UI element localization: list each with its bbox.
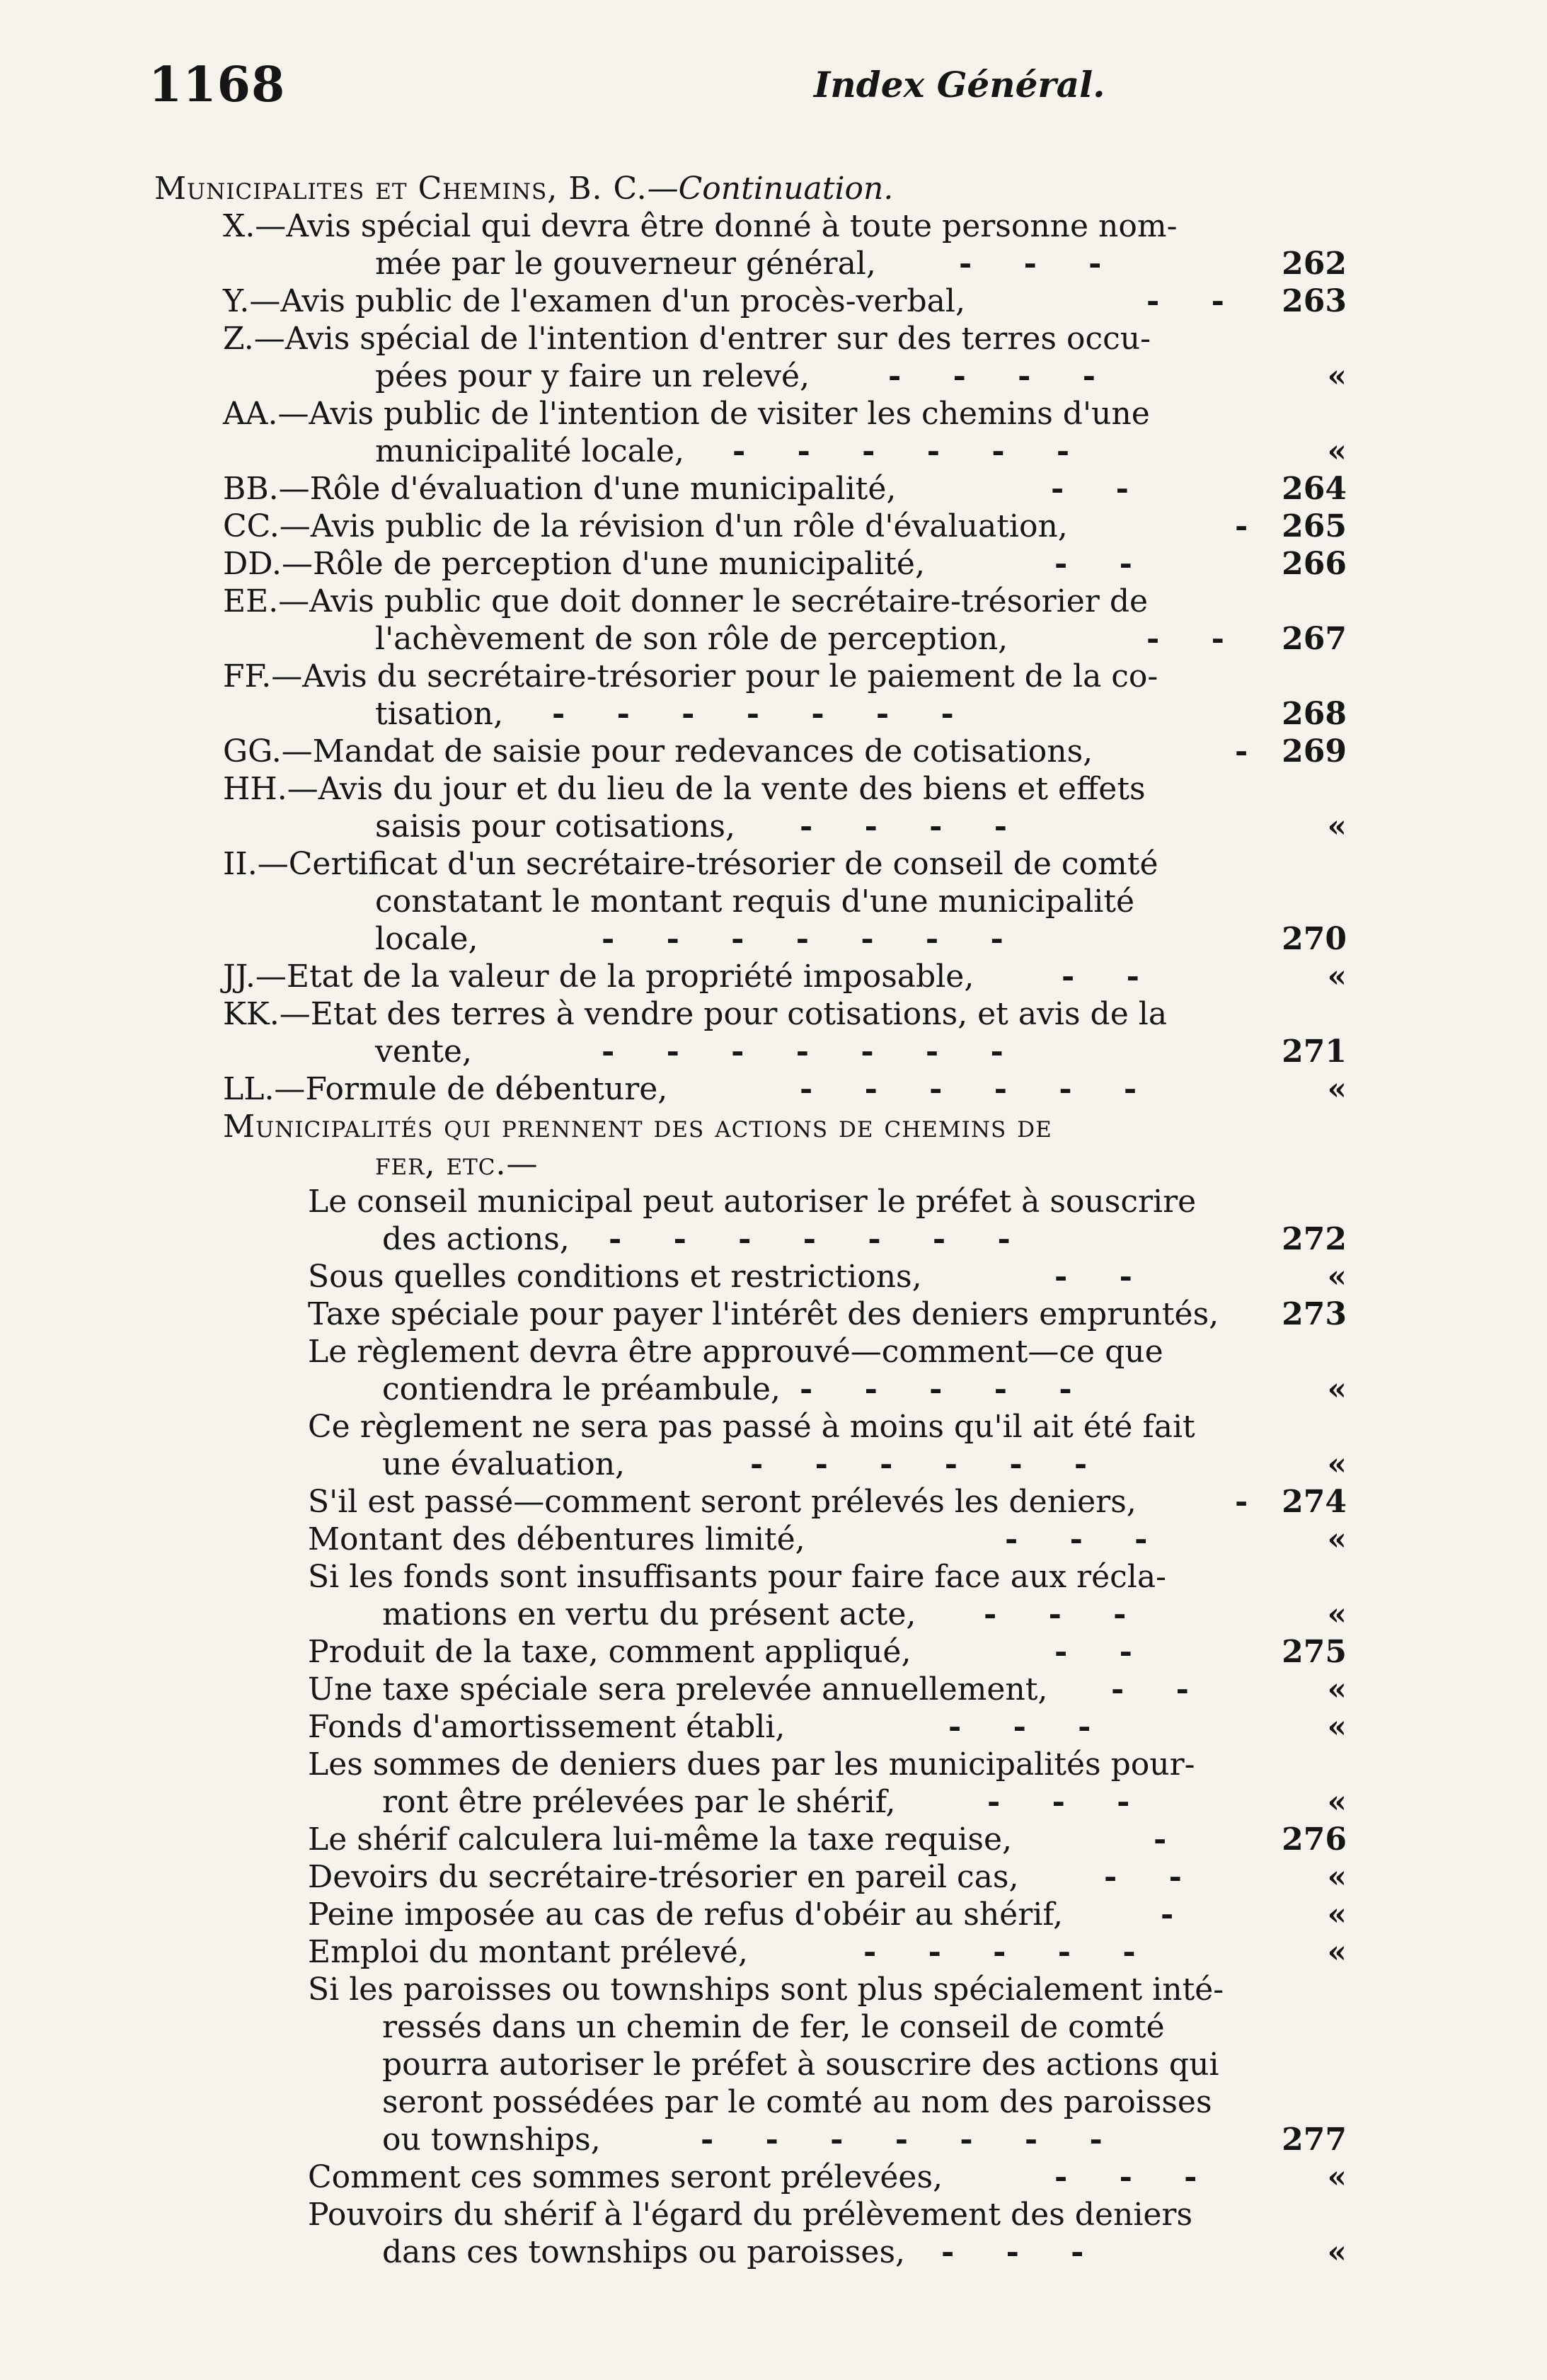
index-line xyxy=(0,1933,1547,1971)
index-line xyxy=(0,1333,1547,1371)
index-line xyxy=(0,1183,1547,1220)
line-text: Le règlement devra être approuvé—comment—ce que xyxy=(308,1334,1163,1370)
line-text: X.—Avis spécial qui devra être donné à toute personne nom- xyxy=(223,208,1178,244)
index-line xyxy=(0,1971,1547,2008)
index-line xyxy=(0,2046,1547,2083)
index-line xyxy=(0,1371,1547,1408)
index-line xyxy=(0,1033,1547,1070)
line-text: municipalité locale, xyxy=(375,433,684,469)
index-line xyxy=(0,920,1547,958)
index-line xyxy=(0,1108,1547,1145)
line-text: constatant le montant requis d'une municipalité xyxy=(375,883,1135,920)
section-title: Municipalites et Chemins, B. C. xyxy=(154,171,648,207)
index-line xyxy=(0,1070,1547,1108)
dot-leaders: - xyxy=(1235,733,1248,770)
page-ref: « xyxy=(1327,1259,1347,1295)
index-line xyxy=(0,320,1547,357)
page-ref: « xyxy=(1327,808,1347,845)
dot-leaders: - - - xyxy=(948,1709,1091,1745)
line-text: Peine imposée au cas de refus d'obéir au shérif, xyxy=(308,1896,1064,1933)
line-text: Emploi du montant prélevé, xyxy=(308,1934,748,1970)
line-text: Le conseil municipal peut autoriser le préfet à souscrire xyxy=(308,1184,1197,1220)
line-text: des actions, xyxy=(382,1221,570,1257)
page-ref: 263 xyxy=(1282,283,1347,319)
index-line xyxy=(0,2083,1547,2121)
dot-leaders: - - xyxy=(1062,959,1139,995)
index-line xyxy=(0,583,1547,620)
page-ref: 262 xyxy=(1282,246,1347,282)
index-line xyxy=(0,808,1547,845)
index-line xyxy=(0,1295,1547,1333)
dot-leaders: - - - - xyxy=(800,808,1008,845)
line-text: LL.—Formule de débenture, xyxy=(223,1071,668,1107)
line-text: Les sommes de deniers dues par les municipalités pour- xyxy=(308,1746,1195,1783)
page-ref: « xyxy=(1327,2234,1347,2270)
page-ref: « xyxy=(1327,1896,1347,1933)
dot-leaders: - - xyxy=(1054,546,1132,582)
line-text: Taxe spéciale pour payer l'intérêt des deniers empruntés, xyxy=(308,1296,1219,1332)
index-line xyxy=(0,2158,1547,2196)
line-text: DD.—Rôle de perception d'une municipalité, xyxy=(223,546,925,582)
index-line xyxy=(0,357,1547,395)
page-ref: « xyxy=(1327,433,1347,469)
index-line xyxy=(0,695,1547,733)
index-line xyxy=(0,245,1547,282)
dot-leaders: - - - - xyxy=(888,358,1096,394)
index-line xyxy=(0,2121,1547,2158)
line-text: ou townships, xyxy=(382,2122,601,2158)
line-text: tisation, xyxy=(375,696,504,732)
index-line xyxy=(0,282,1547,320)
line-text: pourra autoriser le préfet à souscrire des actions qui xyxy=(382,2047,1219,2083)
line-text: Pouvoirs du shérif à l'égard du prélèvement des deniers xyxy=(308,2197,1193,2233)
page-ref: 264 xyxy=(1282,471,1347,507)
page-ref: « xyxy=(1327,1446,1347,1482)
page-ref: 266 xyxy=(1282,546,1347,582)
index-line xyxy=(0,1896,1547,1933)
line-text: Sous quelles conditions et restrictions, xyxy=(308,1259,922,1295)
dot-leaders: - - - - - - - xyxy=(552,696,954,732)
line-text: Y.—Avis public de l'examen d'un procès-verbal, xyxy=(223,283,965,319)
page-ref: « xyxy=(1327,959,1347,995)
running-title: Index Général. xyxy=(814,64,1105,105)
dot-leaders: - - - - - - xyxy=(800,1071,1137,1107)
line-text: dans ces townships ou paroisses, xyxy=(382,2234,906,2270)
line-text: Z.—Avis spécial de l'intention d'entrer sur des terres occu- xyxy=(223,321,1151,357)
line-text: l'achèvement de son rôle de perception, xyxy=(375,621,1008,657)
index-line xyxy=(0,1708,1547,1746)
line-text: ront être prélevées par le shérif, xyxy=(382,1784,896,1820)
line-text: saisis pour cotisations, xyxy=(375,808,735,845)
index-line xyxy=(0,995,1547,1033)
page-ref: 268 xyxy=(1282,696,1347,732)
page-ref: « xyxy=(1327,358,1347,394)
line-text: S'il est passé—comment seront prélevés les deniers, xyxy=(308,1484,1137,1520)
line-text: II.—Certificat d'un secrétaire-trésorier de conseil de comté xyxy=(223,846,1158,882)
line-text: Si les fonds sont insuffisants pour faire face aux récla- xyxy=(308,1559,1166,1595)
index-line xyxy=(0,883,1547,920)
index-line xyxy=(0,1821,1547,1858)
line-text: Devoirs du secrétaire-trésorier en pareil cas, xyxy=(308,1859,1019,1895)
index-line xyxy=(0,1633,1547,1671)
index-line xyxy=(0,770,1547,808)
page-ref: 271 xyxy=(1282,1034,1347,1070)
line-text: mée par le gouverneur général, xyxy=(375,246,876,282)
line-text: CC.—Avis public de la révision d'un rôle d'évaluation, xyxy=(223,508,1068,544)
dot-leaders: - - - - - - - xyxy=(602,921,1003,957)
index-line xyxy=(0,2196,1547,2233)
dot-leaders: - - - - - - xyxy=(750,1446,1088,1482)
dot-leaders: - xyxy=(1235,1484,1248,1520)
line-text: vente, xyxy=(375,1034,472,1070)
page-ref: 272 xyxy=(1282,1221,1347,1257)
dot-leaders: - - - - - xyxy=(800,1371,1072,1407)
subsection-title-cont: fer, etc.— xyxy=(375,1146,539,1182)
index-line xyxy=(0,470,1547,508)
page-ref: 273 xyxy=(1282,1296,1347,1332)
section-heading xyxy=(0,170,1547,207)
page-ref: « xyxy=(1327,1521,1347,1557)
index-line xyxy=(0,1558,1547,1596)
index-line xyxy=(0,1408,1547,1446)
dot-leaders: - - - - - xyxy=(863,1934,1136,1970)
dot-leaders: - - - xyxy=(987,1784,1130,1820)
page-ref: « xyxy=(1327,1709,1347,1745)
dot-leaders: - - - xyxy=(941,2234,1084,2270)
page-ref: 269 xyxy=(1282,733,1347,770)
page-ref: 265 xyxy=(1282,508,1347,544)
page-ref: « xyxy=(1327,1671,1347,1707)
index-line xyxy=(0,658,1547,695)
line-text: mations en vertu du présent acte, xyxy=(382,1596,916,1632)
dot-leaders: - - - - - - - xyxy=(602,1034,1003,1070)
line-text: contiendra le préambule, xyxy=(382,1371,781,1407)
dot-leaders: - - xyxy=(1104,1859,1182,1895)
line-text: seront possédées par le comté au nom des paroisses xyxy=(382,2084,1212,2120)
page-ref: « xyxy=(1327,1071,1347,1107)
page-ref: 277 xyxy=(1282,2122,1347,2158)
dot-leaders: - - - xyxy=(959,246,1102,282)
dot-leaders: - - xyxy=(1054,1634,1132,1670)
dot-leaders: - - - - - - - xyxy=(609,1221,1011,1257)
index-line xyxy=(0,207,1547,245)
subsection-title: Municipalités qui prennent des actions de chemins de xyxy=(223,1109,1052,1145)
index-line xyxy=(0,508,1547,545)
line-text: locale, xyxy=(375,921,478,957)
line-text: AA.—Avis public de l'intention de visiter les chemins d'une xyxy=(223,396,1150,432)
index-line xyxy=(0,1858,1547,1896)
line-text: Une taxe spéciale sera prelevée annuellement, xyxy=(308,1671,1048,1707)
page-number: 1168 xyxy=(149,57,286,113)
index-line xyxy=(0,620,1547,658)
dot-leaders: - - - - - - - xyxy=(701,2122,1103,2158)
page-ref: 267 xyxy=(1282,621,1347,657)
index-line xyxy=(0,1746,1547,1783)
line-text: pées pour y faire un relevé, xyxy=(375,358,810,394)
line-text: Ce règlement ne sera pas passé à moins qu'il ait été fait xyxy=(308,1409,1195,1445)
index-line xyxy=(0,395,1547,433)
dot-leaders: - - xyxy=(1051,471,1129,507)
continuation-label: —Continuation. xyxy=(647,171,894,207)
page-ref: 276 xyxy=(1282,1821,1347,1858)
page-ref: « xyxy=(1327,1784,1347,1820)
dot-leaders: - - - xyxy=(1054,2159,1197,2195)
line-text: Montant des débentures limité, xyxy=(308,1521,805,1557)
index-line xyxy=(0,1446,1547,1483)
index-line xyxy=(0,2233,1547,2271)
index-line xyxy=(0,1258,1547,1295)
line-text: JJ.—Etat de la valeur de la propriété imposable, xyxy=(223,959,974,995)
index-line xyxy=(0,1671,1547,1708)
line-text: BB.—Rôle d'évaluation d'une municipalité, xyxy=(223,471,897,507)
page-ref: 275 xyxy=(1282,1634,1347,1670)
index-line xyxy=(0,545,1547,583)
dot-leaders: - - xyxy=(1146,283,1224,319)
index-line xyxy=(0,1783,1547,1821)
dot-leaders: - xyxy=(1161,1896,1174,1933)
dot-leaders: - - - - - - xyxy=(732,433,1070,469)
line-text: ressés dans un chemin de fer, le conseil de comté xyxy=(382,2009,1165,2045)
dot-leaders: - - xyxy=(1054,1259,1132,1295)
line-text: Comment ces sommes seront prélevées, xyxy=(308,2159,943,2195)
line-text: Produit de la taxe, comment appliqué, xyxy=(308,1634,911,1670)
index-line xyxy=(0,845,1547,883)
page-ref: « xyxy=(1327,1859,1347,1895)
index-line xyxy=(0,1521,1547,1558)
line-text: Le shérif calculera lui-même la taxe requise, xyxy=(308,1821,1013,1858)
dot-leaders: - - - xyxy=(1005,1521,1148,1557)
index-line xyxy=(0,733,1547,770)
line-text: une évaluation, xyxy=(382,1446,626,1482)
line-text: Fonds d'amortissement établi, xyxy=(308,1709,786,1745)
dot-leaders: - xyxy=(1235,508,1248,544)
line-text: GG.—Mandat de saisie pour redevances de cotisations, xyxy=(223,733,1093,770)
page-ref: « xyxy=(1327,2159,1347,2195)
page-ref: 274 xyxy=(1282,1484,1347,1520)
index-line xyxy=(0,1145,1547,1183)
line-text: KK.—Etat des terres à vendre pour cotisations, et avis de la xyxy=(223,996,1168,1032)
index-line xyxy=(0,958,1547,995)
index-line xyxy=(0,433,1547,470)
page-ref: « xyxy=(1327,1596,1347,1632)
page-header xyxy=(149,57,1330,113)
page-ref: 270 xyxy=(1282,921,1347,957)
line-text: Si les paroisses ou townships sont plus spécialement inté- xyxy=(308,1972,1224,2008)
index-line xyxy=(0,2008,1547,2046)
index-line xyxy=(0,1220,1547,1258)
line-text: HH.—Avis du jour et du lieu de la vente des biens et effets xyxy=(223,771,1146,807)
page-ref: « xyxy=(1327,1934,1347,1970)
page-ref: « xyxy=(1327,1371,1347,1407)
line-text: FF.—Avis du secrétaire-trésorier pour le paiement de la co- xyxy=(223,658,1158,694)
dot-leaders: - - xyxy=(1111,1671,1189,1707)
index-line xyxy=(0,1596,1547,1633)
dot-leaders: - - - xyxy=(984,1596,1127,1632)
line-text: EE.—Avis public que doit donner le secrétaire-trésorier de xyxy=(223,583,1149,619)
dot-leaders: - xyxy=(1154,1821,1167,1858)
index-line xyxy=(0,1483,1547,1521)
dot-leaders: - - xyxy=(1146,621,1224,657)
